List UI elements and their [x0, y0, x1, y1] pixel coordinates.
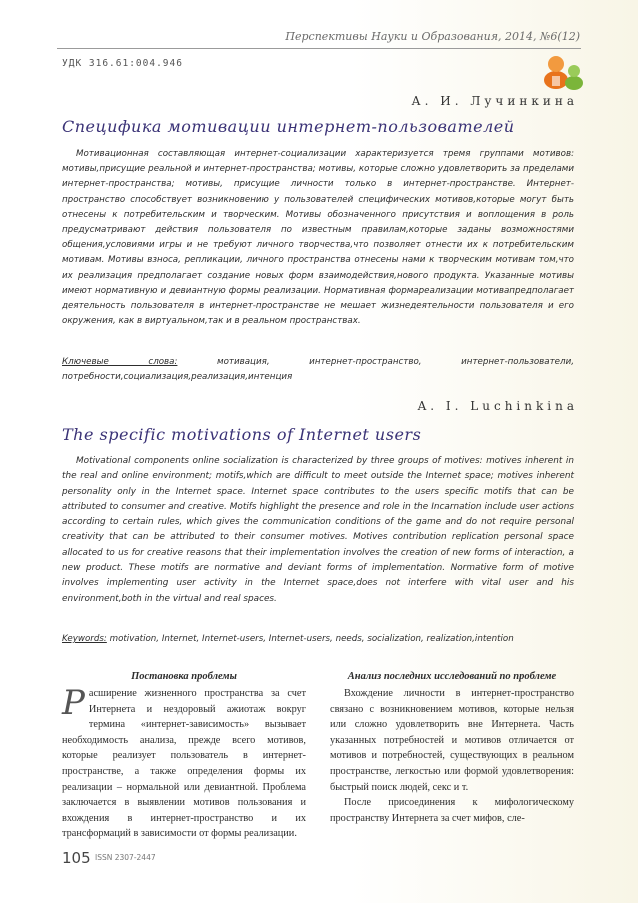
journal-logo-icon: [538, 50, 586, 92]
journal-header: Перспективы Науки и Образования, 2014, №6(12): [285, 30, 580, 43]
body-paragraph: После присоединения к мифологическому пространству Интернета за счет мифов, сле-: [330, 797, 574, 824]
author-ru: А. И. Лучинкина: [411, 94, 578, 108]
keywords-label-ru: Ключевые слова:: [62, 357, 178, 367]
body-paragraph-text: асширение жизненного пространства за счет Интернета и нездоровый ажиотаж вокруг термина «интернет-зависимость» вызывает необходимость анализа, прежде всего мотивов, которые реализует пользователь в интернет-пространстве, а также определения формы их реализации – нормальной или девиантной. Проблема заключается в выявлении мотивов пользования и вхождения в интернет-пространство и их трансформаций в зависимости от формы реализации.: [62, 688, 306, 840]
issn: ISSN 2307-2447: [95, 853, 156, 862]
article-title-ru: Специфика мотивации интернет-пользователей: [62, 117, 515, 136]
udk-code: УДК 316.61:004.946: [62, 58, 183, 69]
body-column-left: [62, 670, 306, 842]
page-number: 105: [62, 849, 91, 867]
keywords-label-en: Keywords:: [62, 634, 107, 644]
drop-cap: Р: [62, 683, 85, 723]
article-title-en: The specific motivations of Internet users: [62, 425, 422, 444]
keywords-ru: [62, 355, 574, 385]
abstract-ru: Мотивационная составляющая интернет-социализации характеризуется тремя группами мотивов: мотивы,присущие реальной и интернет-пространства; мотивы, которые сложно удовлетворить за пределами интернет-пространства; мотивы, присущие личности только в интернет-пространстве. Интернет-пространство способствует возникновению у пользователей специфических мотивов,которые могут быть отнесены к потребительским и творческим. Мотивы обозначенного присутствия и воплощения в роль предусматривают действия пользователя по известным правилам,которые заданы возможностями общения,условиями игры и не требуют личного творчества,что позволяет отнести их к потребительским мотивам. Мотивы взноса, репликации, личного пространства отнесены нами к творческим мотивам том,что их реализация предполагает создание новых форм взаимодействия,нового продукта. Указанные мотивы имеют нормативную и девиантную формы реализации. Нормативная формареализации мотивапредполагает деятельность пользователя в интернет-пространстве не мешает жизнедеятельности пользователя и его окружения, как в виртуальном,так и в реальном пространствах.: [62, 149, 574, 327]
abstract-en: Motivational components online socialization is characterized by three groups of motives: motives inherent in the real and online environment; motifs,which are difficult to meet outside the Internet space; motives inherent personality only in the Internet space. Internet space contributes to the users specific motifs that can be attributed to consumer and creative. Motifs highlight the presence and role in the Incarnation include user actions according to certain rules, which gives the communication conditions of the game and do not require personal creativity that can be attributed to their consumer motives. Motives contribution replication personal space allocated to us for creative reasons that their implementation involves the creation of new forms of interaction, a new product. These motifs are normative and deviant forms of implementation. Normative form of motive involves implementing user activity in the Internet space,does not interfere with vital user and his environment,both in the virtual and real spaces.: [62, 456, 574, 604]
body-paragraph: Вхождение личности в интернет-пространство связано с возникновением мотивов, которые нельзя или сложно удовлетворить вне Интернета. Часть указанных потребностей и мотивов отличается от мотивов и потребностей, существующих в реальном пространстве, легкостью или формой удовлетворения: быстрый поиск людей, секс и т.: [330, 688, 574, 793]
keywords-en: [62, 632, 574, 647]
header-divider: [57, 48, 581, 49]
body-column-right: [330, 670, 574, 826]
section-heading-problem: Постановка проблемы: [131, 671, 237, 682]
body-paragraph: [62, 683, 306, 842]
section-heading-analysis: Анализ последних исследований по проблеме: [347, 671, 557, 682]
keywords-text-en: motivation, Internet, Internet-users, Internet-users, needs, socialization, realization,intention: [106, 634, 514, 644]
keywords-text-ru: мотивация, интернет-пространство, интернет-пользователи, потребности,социализация,реализация,интенция: [62, 357, 574, 382]
author-en: A. I. Luchinkina: [417, 399, 578, 413]
